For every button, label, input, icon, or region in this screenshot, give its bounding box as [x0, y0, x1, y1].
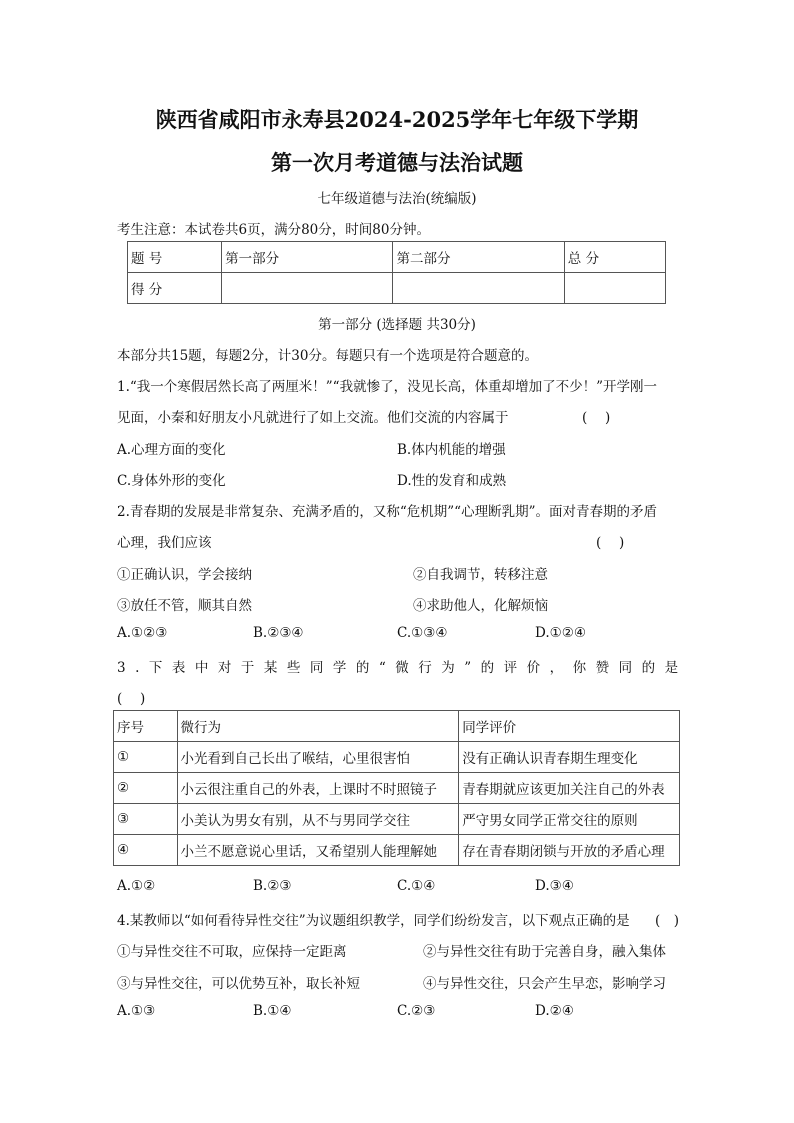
q3-row-behavior: 小云很注重自己的外表，上课时不时照镜子 [177, 773, 459, 804]
q1-option-a[interactable]: A.心理方面的变化 [117, 442, 226, 458]
q3-row-behavior: 小美认为男女有别，从不与男同学交往 [177, 804, 459, 835]
q3-table-header: 序号 [114, 711, 178, 742]
q2-answer-bracket[interactable]: ( ) [596, 535, 625, 551]
q2-item-1: ①正确认识，学会接纳 [117, 567, 252, 583]
q4-option-a[interactable]: A.①③ [117, 1003, 156, 1019]
q3-answer-bracket[interactable]: ( ) [117, 691, 146, 707]
q1-answer-bracket[interactable]: ( ) [582, 410, 611, 426]
score-table-header-cell: 总 分 [564, 242, 665, 273]
q4-item-1: ①与异性交往不可取，应保持一定距离 [117, 944, 347, 960]
q4-item-2: ②与异性交往有助于完善自身，融入集体 [423, 944, 666, 960]
q2-option-b[interactable]: B.②③④ [253, 625, 304, 641]
exam-title: 陕西省咸阳市永寿县2024-2025学年七年级下学期 [155, 107, 639, 132]
score-input-part2[interactable] [393, 273, 564, 304]
q2-stem-line1: 2.青春期的发展是非常复杂、充满矛盾的，又称“危机期”“心理断乳期”。面对青春期的矛盾 [117, 504, 657, 520]
q3-stem-line1: 3.下表中对于某些同学的“微行为”的评价，你赞同的是 [117, 660, 688, 676]
q4-option-d[interactable]: D.②④ [535, 1003, 574, 1019]
q3-row-number: ② [114, 773, 178, 804]
table-row [114, 742, 680, 773]
table-row [114, 804, 680, 835]
exam-subtitle-title: 第一次月考道德与法治试题 [271, 150, 523, 175]
table-row [114, 835, 680, 866]
q1-option-d[interactable]: D.性的发育和成熟 [397, 473, 507, 489]
q1-stem-line2: 见面，小秦和好朋友小凡就进行了如上交流。他们交流的内容属于 [117, 410, 509, 426]
q3-row-behavior: 小兰不愿意说心里话，又希望别人能理解她 [177, 835, 459, 866]
edition-subtitle: 七年级道德与法治(统编版) [317, 191, 477, 207]
q3-row-evaluation: 没有正确认识青春期生理变化 [459, 742, 680, 773]
q2-item-4: ④求助他人，化解烦恼 [413, 598, 548, 614]
q2-option-c[interactable]: C.①③④ [397, 625, 448, 641]
q3-row-evaluation: 存在青春期闭锁与开放的矛盾心理 [459, 835, 680, 866]
q3-row-behavior: 小光看到自己长出了喉结，心里很害怕 [177, 742, 459, 773]
q4-stem-line1: 4.某教师以“如何看待异性交往”为议题组织教学，同学们纷纷发言，以下观点正确的是 [117, 913, 630, 929]
q3-table-header: 同学评价 [459, 711, 680, 742]
q3-row-evaluation: 严守男女同学正常交往的原则 [459, 804, 680, 835]
q3-behavior-table [113, 710, 680, 866]
part1-heading: 第一部分 (选择题 共30分) [318, 317, 476, 333]
q1-stem-line1: 1.“我一个寒假居然长高了两厘米！”“我就惨了，没见长高，体重却增加了不少！”开学刚一 [117, 379, 657, 395]
q2-stem-line2: 心理，我们应该 [117, 535, 212, 551]
q3-row-number: ① [114, 742, 178, 773]
q4-answer-bracket[interactable]: ( ) [655, 913, 680, 929]
q3-option-c[interactable]: C.①④ [397, 878, 436, 894]
q2-item-3: ③放任不管，顺其自然 [117, 598, 252, 614]
q3-row-number: ③ [114, 804, 178, 835]
q3-option-b[interactable]: B.②③ [253, 878, 292, 894]
score-table-header-cell: 第一部分 [222, 242, 393, 273]
score-table-row-label: 得 分 [128, 273, 222, 304]
q4-item-4: ④与异性交往，只会产生早恋，影响学习 [423, 976, 666, 992]
q3-option-a[interactable]: A.①② [117, 878, 156, 894]
q3-table-header: 微行为 [177, 711, 459, 742]
part1-instructions: 本部分共15题，每题2分，计30分。每题只有一个选项是符合题意的。 [117, 348, 538, 364]
q4-item-3: ③与异性交往，可以优势互补，取长补短 [117, 976, 360, 992]
q4-option-c[interactable]: C.②③ [397, 1003, 436, 1019]
q3-row-number: ④ [114, 835, 178, 866]
score-table [127, 241, 666, 304]
q3-option-d[interactable]: D.③④ [535, 878, 574, 894]
score-table-header-cell: 第二部分 [393, 242, 564, 273]
score-input-total[interactable] [564, 273, 665, 304]
q2-item-2: ②自我调节，转移注意 [413, 567, 548, 583]
exam-notice: 考生注意：本试卷共6页，满分80分，时间80分钟。 [117, 222, 430, 238]
score-table-header-cell: 题 号 [128, 242, 222, 273]
q3-row-evaluation: 青春期就应该更加关注自己的外表 [459, 773, 680, 804]
q1-option-c[interactable]: C.身体外形的变化 [117, 473, 226, 489]
score-input-part1[interactable] [222, 273, 393, 304]
q4-option-b[interactable]: B.①④ [253, 1003, 292, 1019]
table-row [114, 773, 680, 804]
q1-option-b[interactable]: B.体内机能的增强 [397, 442, 506, 458]
q2-option-d[interactable]: D.①②④ [535, 625, 586, 641]
q2-option-a[interactable]: A.①②③ [117, 625, 168, 641]
